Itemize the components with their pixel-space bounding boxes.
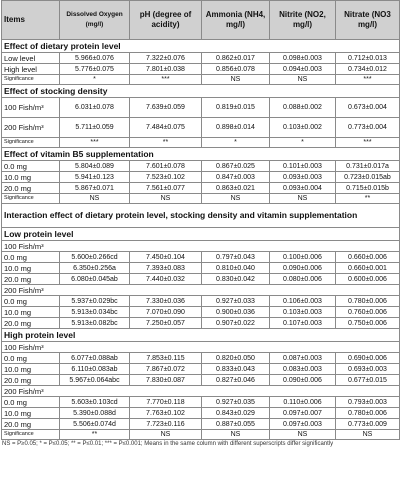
table-row	[2, 183, 400, 194]
cell-value: 6.110±0.083ab	[60, 364, 130, 375]
section-0	[2, 40, 400, 53]
row-label: 10.0 mg	[2, 408, 60, 419]
cell-value: 7.723±0.116	[130, 419, 202, 430]
section-1	[2, 85, 400, 98]
cell-value: 0.820±0.050	[202, 353, 270, 364]
cell-value: 0.750±0.006	[336, 318, 400, 329]
cell-value: 0.087±0.003	[270, 353, 336, 364]
cell-value: 0.863±0.021	[202, 183, 270, 194]
cell-value: 7.250±0.057	[130, 318, 202, 329]
cell-value: 5.966±0.076	[60, 53, 130, 64]
cell-value: 0.830±0.042	[202, 274, 270, 285]
cell-value: 7.440±0.032	[130, 274, 202, 285]
cell-value: 6.350±0.256a	[60, 263, 130, 274]
significance-value: ***	[336, 75, 400, 85]
density-group	[2, 241, 400, 252]
row-label: 20.0 mg	[2, 318, 60, 329]
significance-value: **	[60, 430, 130, 440]
cell-value: 6.077±0.088ab	[60, 353, 130, 364]
cell-value: 0.107±0.003	[270, 318, 336, 329]
cell-value: 0.660±0.006	[336, 252, 400, 263]
significance-label: Significance	[2, 194, 60, 204]
cell-value: 0.106±0.003	[270, 296, 336, 307]
significance-value: *	[202, 138, 270, 148]
cell-value: 0.833±0.043	[202, 364, 270, 375]
cell-value: 0.862±0.017	[202, 53, 270, 64]
cell-value: 7.601±0.078	[130, 161, 202, 172]
cell-value: 0.600±0.006	[336, 274, 400, 285]
significance-value: NS	[270, 75, 336, 85]
row-label: 0.0 mg	[2, 296, 60, 307]
table-row	[2, 296, 400, 307]
cell-value: 5.967±0.064abc	[60, 375, 130, 386]
cell-value: 0.093±0.003	[270, 172, 336, 183]
cell-value: 0.660±0.001	[336, 263, 400, 274]
cell-value: 5.937±0.029bc	[60, 296, 130, 307]
cell-value: 0.715±0.015b	[336, 183, 400, 194]
cell-value: 0.827±0.046	[202, 375, 270, 386]
cell-value: 0.693±0.003	[336, 364, 400, 375]
cell-value: 5.913±0.082bc	[60, 318, 130, 329]
header-items: Items	[2, 1, 60, 40]
cell-value: 5.390±0.088d	[60, 408, 130, 419]
cell-value: 0.090±0.006	[270, 375, 336, 386]
cell-value: 7.484±0.075	[130, 118, 202, 138]
header-ph: pH (degree of acidity)	[130, 1, 202, 40]
cell-value: 0.843±0.029	[202, 408, 270, 419]
cell-value: 0.100±0.006	[270, 252, 336, 263]
row-label: 20.0 mg	[2, 183, 60, 194]
cell-value: 0.734±0.012	[336, 64, 400, 75]
row-label: 10.0 mg	[2, 172, 60, 183]
cell-value: 7.830±0.087	[130, 375, 202, 386]
cell-value: 7.770±0.118	[130, 397, 202, 408]
row-label: 10.0 mg	[2, 364, 60, 375]
cell-value: 0.887±0.055	[202, 419, 270, 430]
cell-value: 7.763±0.102	[130, 408, 202, 419]
significance-label: Significance	[2, 138, 60, 148]
water-quality-table	[1, 0, 400, 440]
table-row	[2, 375, 400, 386]
cell-value: 0.103±0.002	[270, 118, 336, 138]
row-label: High level	[2, 64, 60, 75]
cell-value: 0.094±0.003	[270, 64, 336, 75]
cell-value: 7.330±0.036	[130, 296, 202, 307]
cell-value: 0.898±0.014	[202, 118, 270, 138]
cell-value: 0.773±0.004	[336, 118, 400, 138]
cell-value: 7.639±0.059	[130, 98, 202, 118]
table-row	[2, 118, 400, 138]
cell-value: 0.101±0.003	[270, 161, 336, 172]
significance-value: NS	[202, 75, 270, 85]
cell-value: 0.760±0.006	[336, 307, 400, 318]
protein-level-1	[2, 329, 400, 342]
row-label: 100 Fish/m³	[2, 98, 60, 118]
cell-value: 0.856±0.078	[202, 64, 270, 75]
header-nitrite: Nitrite (NO2, mg/l)	[270, 1, 336, 40]
cell-value: 0.797±0.043	[202, 252, 270, 263]
cell-value: 0.780±0.006	[336, 408, 400, 419]
interaction-section-title: Interaction effect of dietary protein level, stocking density and vitamin supplementation	[2, 204, 400, 228]
significance-value: ***	[60, 138, 130, 148]
cell-value: 7.867±0.072	[130, 364, 202, 375]
row-label: 20.0 mg	[2, 274, 60, 285]
row-label: 0.0 mg	[2, 252, 60, 263]
cell-value: 0.810±0.040	[202, 263, 270, 274]
cell-value: 7.393±0.083	[130, 263, 202, 274]
cell-value: 0.097±0.007	[270, 408, 336, 419]
significance-value: *	[270, 138, 336, 148]
table-body	[2, 1, 400, 440]
cell-value: 0.673±0.004	[336, 98, 400, 118]
table-row	[2, 307, 400, 318]
interaction-section	[2, 204, 400, 228]
row-label: 20.0 mg	[2, 375, 60, 386]
significance-value: **	[336, 194, 400, 204]
section-1-title: Effect of stocking density	[2, 85, 400, 98]
cell-value: 5.506±0.074d	[60, 419, 130, 430]
significance-value: NS	[60, 194, 130, 204]
table-row	[2, 419, 400, 430]
cell-value: 0.723±0.015ab	[336, 172, 400, 183]
footnote: NS = P≥0.05; * = P≤0.05; ** = P≤0.01; *** = P≤0.001; Means in the same column with different superscripts differ significantly	[2, 441, 334, 447]
row-label: 10.0 mg	[2, 263, 60, 274]
table-row	[2, 98, 400, 118]
cell-value: 0.088±0.002	[270, 98, 336, 118]
significance-value: ***	[336, 138, 400, 148]
table-row	[2, 408, 400, 419]
significance-value: NS	[336, 430, 400, 440]
cell-value: 7.322±0.076	[130, 53, 202, 64]
row-label: Low level	[2, 53, 60, 64]
cell-value: 7.523±0.102	[130, 172, 202, 183]
header-ammonia: Ammonia (NH4, mg/l)	[202, 1, 270, 40]
cell-value: 0.793±0.003	[336, 397, 400, 408]
density-group-title: 100 Fish/m³	[2, 241, 400, 252]
table-row	[2, 53, 400, 64]
density-group-title: 200 Fish/m³	[2, 285, 400, 296]
cell-value: 7.561±0.077	[130, 183, 202, 194]
significance-value: NS	[130, 194, 202, 204]
cell-value: 0.098±0.003	[270, 53, 336, 64]
significance-value: NS	[270, 194, 336, 204]
significance-label: Significance	[2, 75, 60, 85]
table-row	[2, 172, 400, 183]
cell-value: 0.677±0.015	[336, 375, 400, 386]
cell-value: 0.080±0.006	[270, 274, 336, 285]
table-row	[2, 161, 400, 172]
cell-value: 0.083±0.003	[270, 364, 336, 375]
cell-value: 7.450±0.104	[130, 252, 202, 263]
cell-value: 0.110±0.006	[270, 397, 336, 408]
table-row	[2, 274, 400, 285]
row-label: 0.0 mg	[2, 353, 60, 364]
significance-value: ***	[130, 75, 202, 85]
density-group-title: 100 Fish/m³	[2, 342, 400, 353]
cell-value: 5.867±0.071	[60, 183, 130, 194]
cell-value: 6.080±0.045ab	[60, 274, 130, 285]
cell-value: 5.711±0.059	[60, 118, 130, 138]
cell-value: 5.603±0.103cd	[60, 397, 130, 408]
cell-value: 0.103±0.003	[270, 307, 336, 318]
header-dissolved-oxygen: Dissolved Oxygen (mg/l)	[60, 1, 130, 40]
cell-value: 6.031±0.078	[60, 98, 130, 118]
significance-value: **	[130, 138, 202, 148]
cell-value: 5.804±0.089	[60, 161, 130, 172]
row-label: 0.0 mg	[2, 397, 60, 408]
cell-value: 0.773±0.009	[336, 419, 400, 430]
significance-row	[2, 138, 400, 148]
significance-value: NS	[202, 194, 270, 204]
header-nitrate: Nitrate (NO3 mg/l)	[336, 1, 400, 40]
significance-row	[2, 75, 400, 85]
protein-level-0-title: Low protein level	[2, 228, 400, 241]
cell-value: 5.776±0.075	[60, 64, 130, 75]
table-row	[2, 364, 400, 375]
table-row	[2, 353, 400, 364]
section-2	[2, 148, 400, 161]
table-row	[2, 252, 400, 263]
cell-value: 0.090±0.006	[270, 263, 336, 274]
cell-value: 5.600±0.266cd	[60, 252, 130, 263]
row-label: 0.0 mg	[2, 161, 60, 172]
cell-value: 0.847±0.003	[202, 172, 270, 183]
cell-value: 0.819±0.015	[202, 98, 270, 118]
cell-value: 0.097±0.003	[270, 419, 336, 430]
row-label: 200 Fish/m³	[2, 118, 60, 138]
cell-value: 0.907±0.022	[202, 318, 270, 329]
cell-value: 0.780±0.006	[336, 296, 400, 307]
density-group	[2, 386, 400, 397]
significance-value: NS	[202, 430, 270, 440]
cell-value: 0.927±0.035	[202, 397, 270, 408]
cell-value: 0.927±0.033	[202, 296, 270, 307]
cell-value: 0.712±0.013	[336, 53, 400, 64]
significance-row	[2, 430, 400, 440]
cell-value: 5.913±0.034bc	[60, 307, 130, 318]
cell-value: 0.690±0.006	[336, 353, 400, 364]
section-2-title: Effect of vitamin B5 supplementation	[2, 148, 400, 161]
cell-value: 0.867±0.025	[202, 161, 270, 172]
cell-value: 7.070±0.090	[130, 307, 202, 318]
significance-value: NS	[270, 430, 336, 440]
cell-value: 7.853±0.115	[130, 353, 202, 364]
significance-value: NS	[130, 430, 202, 440]
table-row	[2, 263, 400, 274]
significance-label: Significance	[2, 430, 60, 440]
section-0-title: Effect of dietary protein level	[2, 40, 400, 53]
table-row	[2, 64, 400, 75]
protein-level-1-title: High protein level	[2, 329, 400, 342]
table-row	[2, 318, 400, 329]
cell-value: 0.731±0.017a	[336, 161, 400, 172]
cell-value: 0.900±0.036	[202, 307, 270, 318]
significance-row	[2, 194, 400, 204]
density-group	[2, 285, 400, 296]
protein-level-0	[2, 228, 400, 241]
table-row	[2, 397, 400, 408]
row-label: 20.0 mg	[2, 419, 60, 430]
significance-value: *	[60, 75, 130, 85]
header-row	[2, 1, 400, 40]
density-group-title: 200 Fish/m³	[2, 386, 400, 397]
cell-value: 5.941±0.123	[60, 172, 130, 183]
density-group	[2, 342, 400, 353]
cell-value: 7.801±0.038	[130, 64, 202, 75]
row-label: 10.0 mg	[2, 307, 60, 318]
cell-value: 0.093±0.004	[270, 183, 336, 194]
